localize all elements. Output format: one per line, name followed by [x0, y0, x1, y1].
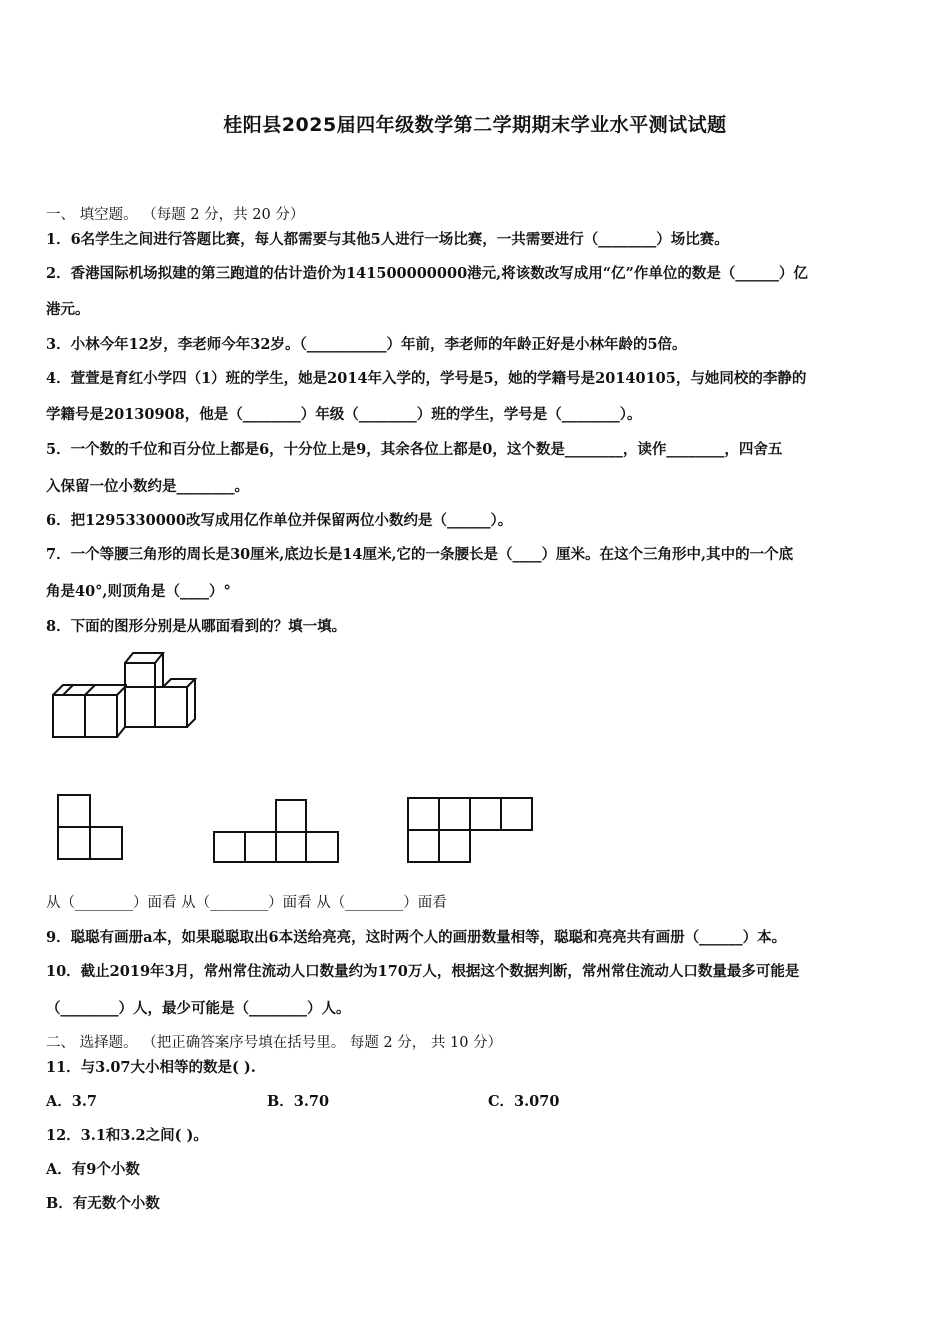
section2-header: 二、 选择题。 （把正确答案序号填在括号里。 每题 2 分， 共 10 分）	[46, 1035, 503, 1051]
view-figure-3	[404, 795, 536, 865]
view-figure-1	[54, 792, 126, 862]
question-12: 12．3.1和3.2之间( )。	[46, 1127, 208, 1144]
question-3: 3．小林今年12岁，李老师今年32岁。（___________）年前，李老师的年龄正好是小林年龄的5倍。	[46, 336, 687, 353]
question-4-line1: 4．萱萱是育红小学四（1）班的学生，她是2014年入学的，学号是5，她的学籍号是20140105，与她同校的李静的	[46, 370, 807, 387]
question-11: 11．与3.07大小相等的数是( ).	[46, 1059, 256, 1076]
question-8-answers: 从（________）面看 从（________）面看 从（________）面看	[46, 895, 447, 911]
question-11-option-c: C．3.070	[488, 1093, 560, 1110]
question-10-line2: （________）人，最少可能是（________）人。	[46, 1000, 351, 1017]
question-11-option-b: B．3.70	[267, 1093, 330, 1110]
question-6: 6．把1295330000改写成用亿作单位并保留两位小数约是（______）。	[46, 512, 513, 529]
question-2-line1: 2．香港国际机场拟建的第三跑道的估计造价为141500000000港元,将该数改写成用“亿”作单位的数是（______）亿	[46, 265, 808, 282]
question-12-option-a: A．有9个小数	[46, 1161, 140, 1178]
question-7-line2: 角是40°,则顶角是（____）°	[46, 583, 231, 600]
question-4-line2: 学籍号是20130908，他是（________）年级（________）班的学生，学号是（________）。	[46, 406, 642, 423]
question-10-line1: 10．截止2019年3月，常州常住流动人口数量约为170万人，根据这个数据判断，常州常住流动人口数量最多可能是	[46, 963, 800, 980]
question-12-option-b: B．有无数个小数	[46, 1195, 160, 1212]
question-11-option-a: A．3.7	[46, 1093, 97, 1110]
section1-header: 一、 填空题。 （每题 2 分，共 20 分）	[46, 207, 305, 223]
question-9: 9．聪聪有画册a本，如果聪聪取出6本送给亮亮，这时两个人的画册数量相等，聪聪和亮亮共有画册（______）本。	[46, 929, 787, 946]
question-2-line2: 港元。	[46, 301, 90, 318]
view-figure-2	[210, 797, 342, 865]
question-7-line1: 7．一个等腰三角形的周长是30厘米,底边长是14厘米,它的一条腰长是（____）厘米。在这个三角形中,其中的一个底	[46, 546, 794, 563]
cube-3d-figure	[46, 648, 206, 743]
page-title: 桂阳县2025届四年级数学第二学期期末学业水平测试试题	[223, 114, 727, 136]
question-8: 8．下面的图形分别是从哪面看到的？填一填。	[46, 618, 347, 635]
question-5-line2: 入保留一位小数约是________。	[46, 478, 249, 495]
question-5-line1: 5．一个数的千位和百分位上都是6，十分位上是9，其余各位上都是0，这个数是________，读作________，四舍五	[46, 441, 783, 458]
question-1: 1．6名学生之间进行答题比赛，每人都需要与其他5人进行一场比赛，一共需要进行（________）场比赛。	[46, 231, 729, 248]
